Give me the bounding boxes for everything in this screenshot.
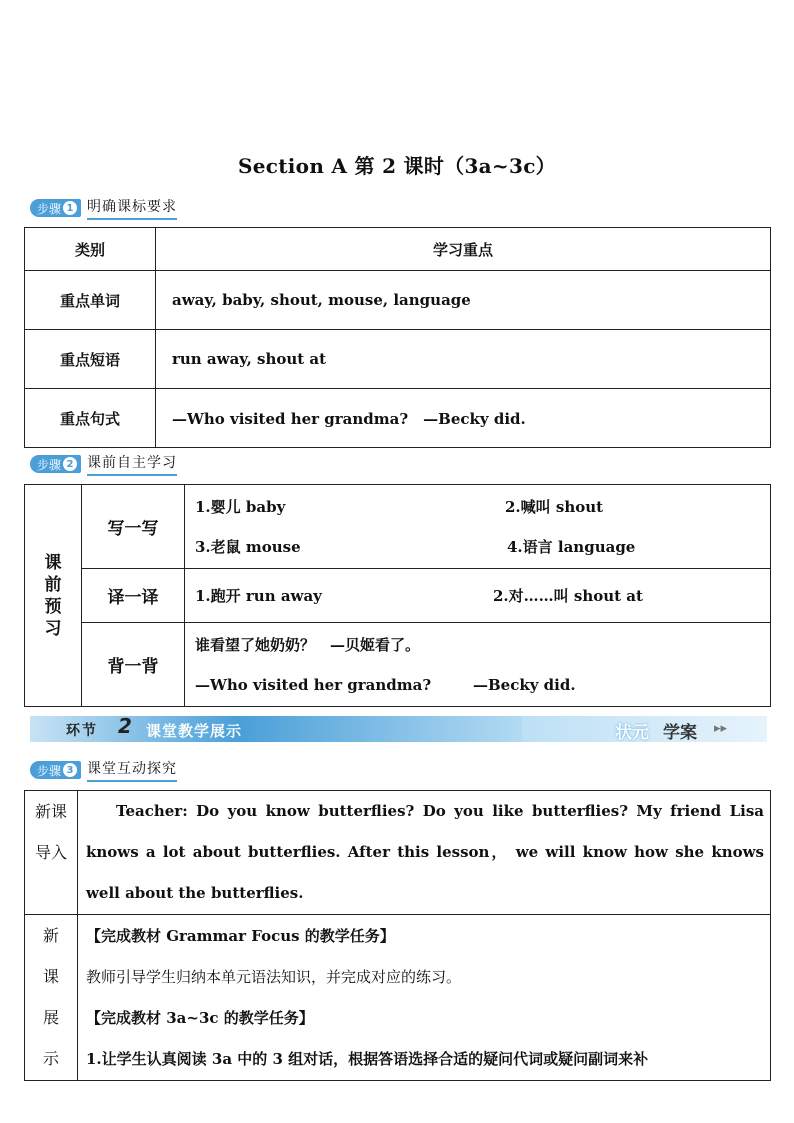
brand-text-a: 状元	[615, 723, 649, 743]
show-content	[78, 915, 771, 1081]
write-line-2	[195, 527, 769, 567]
table-row	[25, 271, 771, 330]
header-category: 类别	[25, 228, 156, 271]
intro-label-line: 导入	[34, 843, 67, 862]
step-label: 课堂互动探究	[87, 758, 177, 782]
show-label-char: 新	[42, 926, 59, 945]
table-row	[25, 569, 771, 623]
recite-content	[185, 623, 771, 707]
step-badge-text: 步骤	[37, 763, 62, 778]
header-focus: 学习重点	[156, 228, 771, 271]
table-row	[25, 791, 771, 915]
preview-side-label	[25, 485, 82, 707]
row-value: run away, shout at	[156, 330, 771, 389]
translate-item: 2.对……叫 shout at	[493, 587, 643, 605]
write-content	[185, 485, 771, 569]
recite-line-1	[195, 625, 769, 665]
show-label-char: 课	[42, 967, 59, 986]
recite-line-2	[195, 665, 769, 705]
row-value: away, baby, shout, mouse, language	[156, 271, 771, 330]
step-2-header	[30, 454, 177, 474]
key-points-table	[24, 227, 771, 448]
section-number: 2	[118, 714, 132, 738]
step-badge	[30, 199, 81, 217]
banner-left-band	[30, 716, 550, 742]
row-category: 重点短语	[25, 330, 156, 389]
intro-label	[25, 791, 78, 915]
table-header-row	[25, 228, 771, 271]
step-number: 1	[63, 201, 77, 215]
preview-table	[24, 484, 771, 707]
step-badge	[30, 761, 81, 779]
page-title: Section A 第 2 课时（3a~3c）	[238, 154, 556, 178]
table-row	[25, 915, 771, 1081]
step-number: 2	[63, 457, 77, 471]
step-badge	[30, 455, 81, 473]
write-line-1	[195, 487, 769, 527]
show-line: 【完成教材 3a~3c 的教学任务】	[86, 1008, 314, 1027]
section-prefix: 环节	[66, 723, 98, 739]
translate-content	[185, 569, 771, 623]
step-3-header	[30, 760, 177, 780]
write-item: 3.老鼠 mouse	[195, 538, 301, 556]
write-item: 1.婴儿 baby	[195, 498, 286, 516]
translate-label: 译一译	[82, 569, 185, 623]
step-number: 3	[63, 763, 77, 777]
write-item: 4.语言 language	[507, 538, 636, 556]
show-label-char: 展	[42, 1008, 59, 1027]
write-label: 写一写	[82, 485, 185, 569]
show-line: 【完成教材 Grammar Focus 的教学任务】	[86, 926, 395, 945]
preview-side-text: 课前预习	[44, 552, 62, 639]
step-label: 课前自主学习	[87, 452, 177, 476]
show-line: 1.让学生认真阅读 3a 中的 3 组对话，根据答语选择合适的疑问代词或疑问副词来补	[86, 1049, 649, 1068]
table-row	[25, 389, 771, 448]
step-badge-text: 步骤	[37, 201, 62, 216]
show-line: 教师引导学生归纳本单元语法知识，并完成对应的练习。	[86, 967, 462, 986]
step-label: 明确课标要求	[87, 196, 177, 220]
intro-content	[78, 791, 771, 915]
intro-text: Teacher: Do you know butterflies? Do you like butterflies? My friend Lisa knows a lot about butterflies. After this lesson， we will know how she knows well about the butterflies.	[86, 802, 764, 902]
table-row	[25, 330, 771, 389]
brand-text-b: 学案	[663, 723, 697, 743]
recite-english-a: —Becky did.	[473, 675, 576, 694]
section-title: 课堂教学展示	[146, 722, 243, 740]
translate-line	[195, 576, 769, 616]
table-row	[25, 485, 771, 569]
table-row	[25, 623, 771, 707]
recite-label: 背一背	[82, 623, 185, 707]
row-category: 重点句式	[25, 389, 156, 448]
lesson-table	[24, 790, 771, 1081]
step-badge-text: 步骤	[37, 457, 62, 472]
recite-chinese: 谁看望了她奶奶？ —贝姬看了。	[195, 636, 421, 654]
double-arrow-icon: ▸▸	[713, 721, 727, 736]
write-item: 2.喊叫 shout	[505, 498, 604, 516]
show-label-char: 示	[42, 1049, 59, 1068]
row-category: 重点单词	[25, 271, 156, 330]
recite-english-q: —Who visited her grandma?	[195, 675, 432, 694]
translate-item: 1.跑开 run away	[195, 587, 322, 605]
intro-label-line: 新课	[34, 802, 67, 821]
step-1-header	[30, 198, 177, 218]
row-value: —Who visited her grandma? —Becky did.	[156, 389, 771, 448]
show-label	[25, 915, 78, 1081]
section-banner	[30, 716, 767, 742]
